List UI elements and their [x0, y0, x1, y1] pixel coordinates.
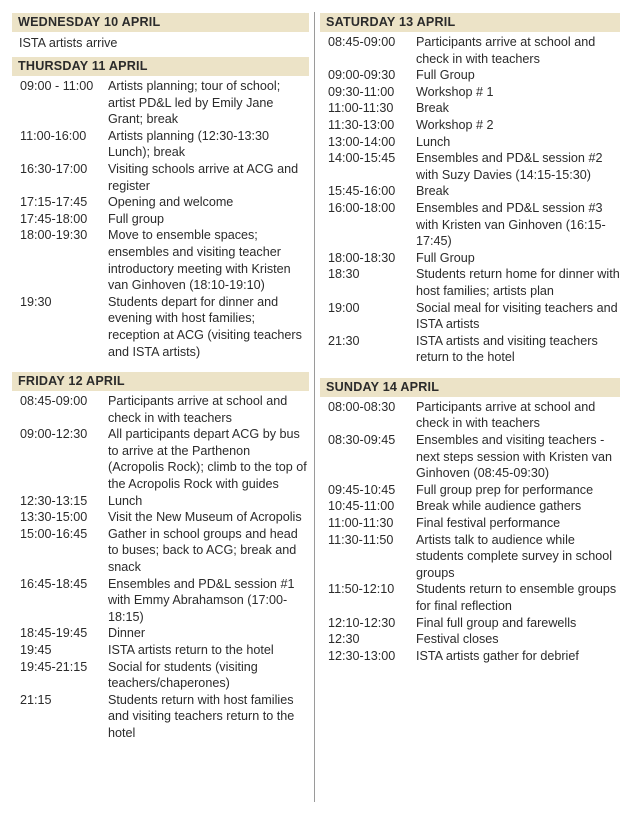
time-slot: 16:30-17:00: [20, 161, 88, 176]
time-slot: 21:30: [328, 333, 360, 348]
time-slot: 12:30-13:15: [20, 493, 88, 508]
activity-description: Move to ensemble spaces; ensembles and visiting teacher introductory meeting with Kristen van Ginhoven (18:10-19:10): [108, 228, 291, 293]
activity-description: Visit the New Museum of Acropolis: [108, 510, 302, 525]
time-slot: 13:00-14:00: [328, 134, 396, 149]
time-slot: 09:00-12:30: [20, 427, 88, 442]
schedule-row: [320, 300, 620, 333]
day-section: [320, 378, 620, 665]
time-slot: 08:45-09:00: [20, 394, 88, 409]
activity-description: Ensembles and visiting teachers - next steps session with Kristen van Ginhoven (08:45-09:30): [416, 433, 612, 481]
schedule-row: [12, 526, 309, 576]
section-gap: [12, 360, 309, 372]
time-slot: 19:00: [328, 300, 360, 315]
schedule-row: [320, 183, 620, 200]
day-note: ISTA artists arrive: [19, 36, 118, 50]
time-slot: 09:30-11:00: [328, 84, 395, 99]
schedule-row: [320, 266, 620, 299]
schedule-row: [320, 134, 620, 151]
right-column: [320, 13, 620, 664]
day-header: SATURDAY 13 APRIL: [320, 13, 620, 32]
activity-description: Workshop # 1: [416, 84, 494, 99]
activity-description: Gather in school groups and head to buses; back to ACG; break and snack: [108, 526, 298, 575]
activity-description: Festival closes: [416, 632, 499, 647]
time-slot: 12:30-13:00: [328, 648, 396, 663]
day-header: THURSDAY 11 APRIL: [12, 57, 309, 76]
activity-description: Students return to ensemble groups for final reflection: [416, 582, 617, 613]
time-slot: 18:45-19:45: [20, 626, 88, 641]
schedule-rows: [320, 397, 620, 665]
schedule-row: [320, 631, 620, 648]
schedule-row: [12, 78, 309, 128]
time-slot: 11:30-13:00: [328, 117, 395, 132]
schedule-row: [12, 625, 309, 642]
activity-description: Students return home for dinner with host families; artists plan: [416, 267, 620, 298]
left-column: [12, 13, 309, 742]
schedule-row: [320, 84, 620, 101]
time-slot: 16:00-18:00: [328, 200, 396, 215]
activity-description: ISTA artists return to the hotel: [108, 643, 274, 657]
schedule-row: [320, 200, 620, 250]
schedule-row: [320, 250, 620, 267]
activity-description: Social meal for visiting teachers and ISTA artists: [416, 300, 618, 332]
time-slot: 18:00-18:30: [328, 250, 396, 265]
time-slot: 08:45-09:00: [328, 35, 396, 49]
time-slot: 10:45-11:00: [328, 499, 395, 514]
activity-description: Lunch: [108, 493, 143, 508]
day-section: [12, 57, 309, 360]
time-slot: 11:30-11:50: [328, 532, 394, 547]
activity-description: Full group: [108, 211, 165, 226]
schedule-row: [320, 498, 620, 515]
schedule-row: [12, 161, 309, 194]
activity-description: Participants arrive at school and check in with teachers: [416, 399, 596, 431]
schedule-row: [12, 692, 309, 742]
schedule-row: [320, 34, 620, 67]
time-slot: 11:50-12:10: [328, 582, 395, 597]
day-section: [320, 13, 620, 366]
schedule-row: [320, 581, 620, 614]
time-slot: 13:30-15:00: [20, 510, 88, 525]
time-slot: 12:30: [328, 632, 360, 647]
activity-description: Opening and welcome: [108, 195, 234, 210]
activity-description: Participants arrive at school and check in with teachers: [108, 394, 288, 425]
activity-description: Workshop # 2: [416, 117, 494, 132]
activity-description: Full group prep for performance: [416, 482, 594, 497]
time-slot: 11:00-11:30: [328, 101, 394, 116]
schedule-row: [320, 399, 620, 432]
section-gap: [320, 366, 620, 378]
activity-description: Visiting schools arrive at ACG and register: [108, 161, 299, 193]
schedule-row: [320, 532, 620, 582]
schedule-rows: [320, 32, 620, 366]
time-slot: 15:45-16:00: [328, 184, 396, 199]
column-divider: [314, 12, 315, 802]
day-section: [12, 13, 309, 52]
activity-description: Students return with host families and visiting teachers return to the hotel: [108, 692, 295, 740]
day-header: FRIDAY 12 APRIL: [12, 372, 309, 391]
activity-description: Lunch: [416, 134, 451, 149]
schedule-row: [12, 576, 309, 626]
schedule-row: [12, 211, 309, 228]
time-slot: 14:00-15:45: [328, 151, 396, 166]
schedule-row: [320, 432, 620, 482]
schedule-row: [12, 493, 309, 510]
time-slot: 17:15-17:45: [20, 195, 88, 210]
time-slot: 18:30: [328, 267, 360, 282]
schedule-row: [12, 509, 309, 526]
time-slot: 19:45: [20, 643, 52, 657]
time-slot: 08:30-09:45: [328, 433, 396, 448]
activity-description: Full Group: [416, 250, 475, 265]
activity-description: Dinner: [108, 626, 146, 641]
time-slot: 19:45-21:15: [20, 659, 88, 674]
time-slot: 21:15: [20, 692, 52, 707]
activity-description: Final festival performance: [416, 516, 561, 531]
schedule-rows: [12, 76, 309, 360]
day-header: SUNDAY 14 APRIL: [320, 378, 620, 397]
activity-description: Final full group and farewells: [416, 615, 577, 630]
schedule-row: [320, 100, 620, 117]
schedule-row: [320, 67, 620, 84]
activity-description: Artists planning (12:30-13:30 Lunch); break: [108, 128, 270, 160]
activity-description: Social for students (visiting teachers/chaperones): [108, 659, 258, 691]
time-slot: 17:45-18:00: [20, 211, 88, 226]
time-slot: 11:00-16:00: [20, 128, 87, 143]
schedule-row: [12, 294, 309, 360]
activity-description: Break: [416, 101, 449, 116]
activity-description: Break while audience gathers: [416, 499, 582, 514]
activity-description: Ensembles and PD&L session #1 with Emmy Abrahamson (17:00-18:15): [108, 576, 295, 624]
schedule-row: [12, 642, 309, 659]
activity-description: Students depart for dinner and evening with host families; reception at ACG (visiting teachers and ISTA artists): [108, 294, 302, 359]
schedule-row: [320, 117, 620, 134]
time-slot: 09:00 - 11:00: [20, 79, 94, 93]
time-slot: 11:00-11:30: [328, 516, 394, 531]
time-slot: 15:00-16:45: [20, 526, 88, 541]
schedule-rows: [12, 391, 309, 741]
schedule-row: [320, 515, 620, 532]
activity-description: ISTA artists gather for debrief: [416, 648, 579, 663]
time-slot: 12:10-12:30: [328, 615, 396, 630]
time-slot: 18:00-19:30: [20, 228, 88, 243]
time-slot: 08:00-08:30: [328, 399, 396, 414]
activity-description: Ensembles and PD&L session #2 with Suzy Davies (14:15-15:30): [416, 151, 603, 182]
schedule-row: [320, 648, 620, 665]
schedule-row: [12, 393, 309, 426]
activity-description: ISTA artists and visiting teachers return to the hotel: [416, 333, 598, 365]
schedule-row: [12, 227, 309, 293]
activity-description: Ensembles and PD&L session #3 with Kristen van Ginhoven (16:15-17:45): [416, 200, 606, 249]
schedule-row: [320, 482, 620, 499]
schedule-row: [12, 194, 309, 211]
day-section: [12, 372, 309, 741]
day-header: WEDNESDAY 10 APRIL: [12, 13, 309, 32]
time-slot: 19:30: [20, 294, 52, 309]
schedule-row: [320, 333, 620, 366]
time-slot: 09:00-09:30: [328, 68, 396, 83]
activity-description: Artists talk to audience while students complete survey in school groups: [416, 532, 613, 580]
schedule-row: [12, 659, 309, 692]
time-slot: 16:45-18:45: [20, 576, 88, 591]
activity-description: Full Group: [416, 68, 475, 83]
activity-description: All participants depart ACG by bus to arrive at the Parthenon (Acropolis Rock); climb to the top of the Acropolis Rock with guides: [108, 427, 307, 492]
schedule-row: [12, 128, 309, 161]
activity-description: Participants arrive at school and check in with teachers: [416, 35, 596, 66]
schedule-row: [12, 426, 309, 492]
activity-description: Break: [416, 184, 449, 199]
activity-description: Artists planning; tour of school; artist PD&L led by Emily Jane Grant; break: [108, 79, 281, 127]
schedule-row: [320, 615, 620, 632]
time-slot: 09:45-10:45: [328, 482, 396, 497]
schedule-row: [320, 150, 620, 183]
